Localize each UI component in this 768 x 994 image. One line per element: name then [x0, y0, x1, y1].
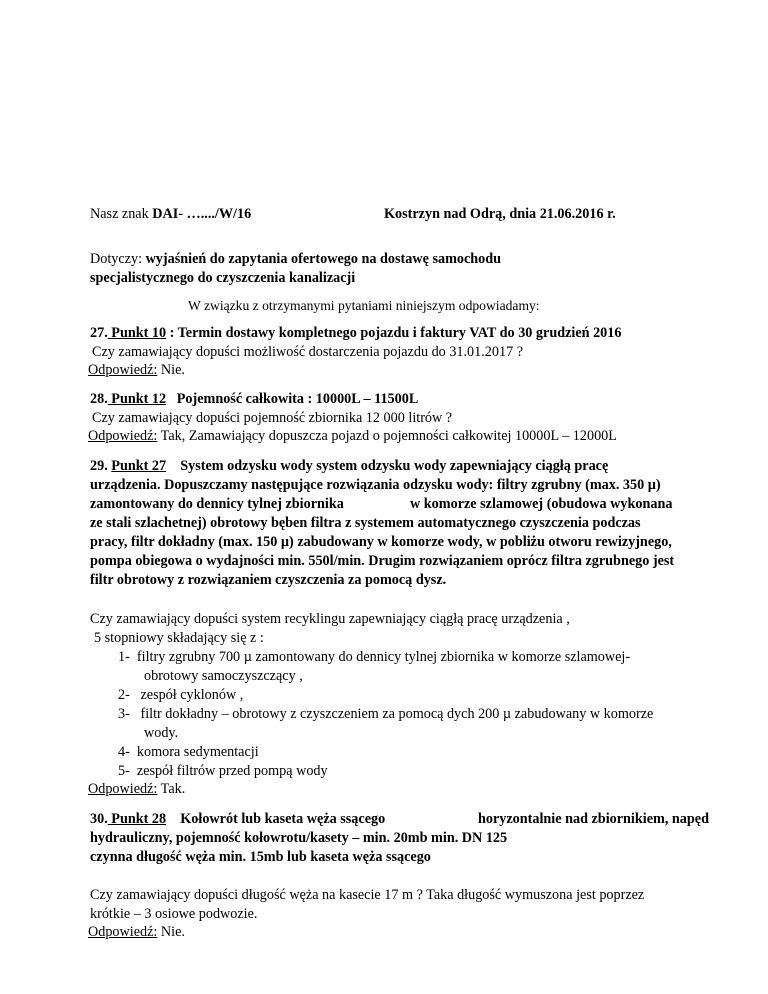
q29-item-4-number: 4-	[118, 744, 130, 760]
q30-answer-label: Odpowiedź:	[88, 924, 158, 940]
q30-number: 30.	[90, 811, 108, 827]
reference-number	[90, 205, 251, 224]
intro-text: W związku z otrzymanymi pytaniami niniejszym odpowiadamy:	[188, 298, 540, 313]
q29-item-2	[118, 686, 243, 705]
q29-item-2-number: 2-	[118, 687, 130, 703]
q27-heading	[90, 324, 621, 343]
q28-answer	[88, 427, 617, 446]
q30-answer	[88, 923, 185, 942]
q28-title: Pojemność całkowita : 10000L – 11500L	[176, 391, 419, 407]
q27-title: : Termin dostawy kompletnego pojazdu i faktury VAT do 30 grudzień 2016	[166, 325, 622, 341]
q29-number: 29.	[90, 458, 108, 474]
q29-item-5-text: zespół filtrów przed pompą wody	[136, 763, 328, 779]
q29-title-line-5: pracy, filtr dokładny (max. 150 µ) zabudowany w komorze wody, w pobliżu otworu rewizyjnego,	[90, 534, 672, 550]
place-and-date: Kostrzyn nad Odrą, dnia 21.06.2016 r.	[384, 206, 616, 222]
q27-answer-text: Nie.	[157, 362, 185, 378]
q30-heading	[90, 810, 385, 829]
q29-title-line-4: ze stali szlachetnej) obrotowy bęben filtra z systemem automatycznego czyszczenia podczas	[90, 515, 641, 531]
q29-item-3-continued: wody.	[144, 725, 179, 741]
q28-punkt: Punkt 12	[107, 391, 167, 407]
subject-line-1	[90, 250, 501, 269]
q29-item-1-number: 1-	[118, 649, 130, 665]
subject-label: Dotyczy:	[90, 251, 143, 267]
q30-answer-text: Nie.	[157, 924, 185, 940]
q30-question-line-1: Czy zamawiający dopuści długość węża na kasecie 17 m ? Taka długość wymuszona jest poprzez	[90, 887, 645, 903]
q29-item-3	[118, 705, 653, 724]
q28-answer-label: Odpowiedź:	[88, 428, 158, 444]
reference-value: DAI- …..../W/16	[152, 206, 252, 222]
q29-title-line-1: System odzysku wody system odzysku wody zapewniający ciągłą pracę	[180, 458, 609, 474]
q29-title-line-7: filtr obrotowy z rozwiązaniem czyszczenia za pomocą dysz.	[90, 572, 447, 588]
q29-title-line-3b: w komorze szlamowej (obudowa wykonana	[410, 496, 673, 512]
q29-answer	[88, 780, 185, 799]
q29-item-1-text: filtry zgrubny 700 µ zamontowany do dennicy tylnej zbiornika w komorze szlamowej-	[136, 649, 631, 665]
q27-punkt: Punkt 10	[107, 325, 167, 341]
q30-title-line-3: czynna długość węża min. 15mb lub kaseta węża ssącego	[90, 849, 431, 865]
q27-answer-label: Odpowiedź:	[88, 362, 158, 378]
q29-title-line-2: urządzenia. Dopuszczamy następujące rozwiązania odzysku wody: filtry zgrubny (max. 350 µ)	[90, 477, 661, 493]
q30-punkt: Punkt 28	[107, 811, 167, 827]
q29-item-4-text: komora sedymentacji	[136, 744, 259, 760]
q29-title-line-6: pompa obiegowa o wydajności min. 550l/min. Drugim rozwiązaniem oprócz filtra zgrubnego jest	[90, 553, 675, 569]
subject-text-1: wyjaśnień do zapytania ofertowego na dostawę samochodu	[145, 251, 502, 267]
q29-heading	[90, 457, 608, 476]
q29-answer-text: Tak.	[157, 781, 186, 797]
q29-answer-label: Odpowiedź:	[88, 781, 158, 797]
q29-item-4	[118, 743, 259, 762]
q28-number: 28.	[90, 391, 108, 407]
q30-title-line-2: hydrauliczny, pojemność kołowrotu/kasety – min. 20mb min. DN 125	[90, 830, 508, 846]
q27-answer	[88, 361, 185, 380]
q29-item-5-number: 5-	[118, 763, 130, 779]
subject-text-2: specjalistycznego do czyszczenia kanalizacji	[90, 270, 356, 286]
q29-punkt: Punkt 27	[111, 458, 167, 474]
q29-item-5	[118, 762, 328, 781]
reference-label: Nasz znak	[90, 206, 149, 222]
q28-question: Czy zamawiający dopuści pojemność zbiornika 12 000 litrów ?	[92, 410, 453, 426]
q29-item-1-continued: obrotowy samoczyszczący ,	[144, 668, 303, 684]
q29-title-line-3a: zamontowany do dennicy tylnej zbiornika	[90, 496, 344, 512]
q27-number: 27.	[90, 325, 108, 341]
q28-answer-text: Tak, Zamawiający dopuszcza pojazd o pojemności całkowitej 10000L – 12000L	[157, 428, 617, 444]
q29-item-2-text: zespół cyklonów ,	[136, 687, 244, 703]
q27-question: Czy zamawiający dopuści możliwość dostarczenia pojazdu do 31.01.2017 ?	[92, 344, 524, 360]
q29-question-line-2: 5 stopniowy składający się z :	[94, 630, 264, 646]
q29-question-line-1: Czy zamawiający dopuści system recyklingu zapewniający ciągłą pracę urządzenia ,	[90, 611, 570, 627]
q29-item-3-text: filtr dokładny – obrotowy z czyszczeniem za pomocą dych 200 µ zabudowany w komorze	[136, 706, 654, 722]
q30-title-line-1a: Kołowrót lub kaseta węża ssącego	[180, 811, 386, 827]
q29-item-1	[118, 648, 630, 667]
q28-heading	[90, 390, 418, 409]
q30-title-line-1b: horyzontalnie nad zbiornikiem, napęd	[478, 811, 709, 827]
q29-item-3-number: 3-	[118, 706, 130, 722]
q30-question-line-2: krótkie – 3 osiowe podwozie.	[90, 906, 258, 922]
